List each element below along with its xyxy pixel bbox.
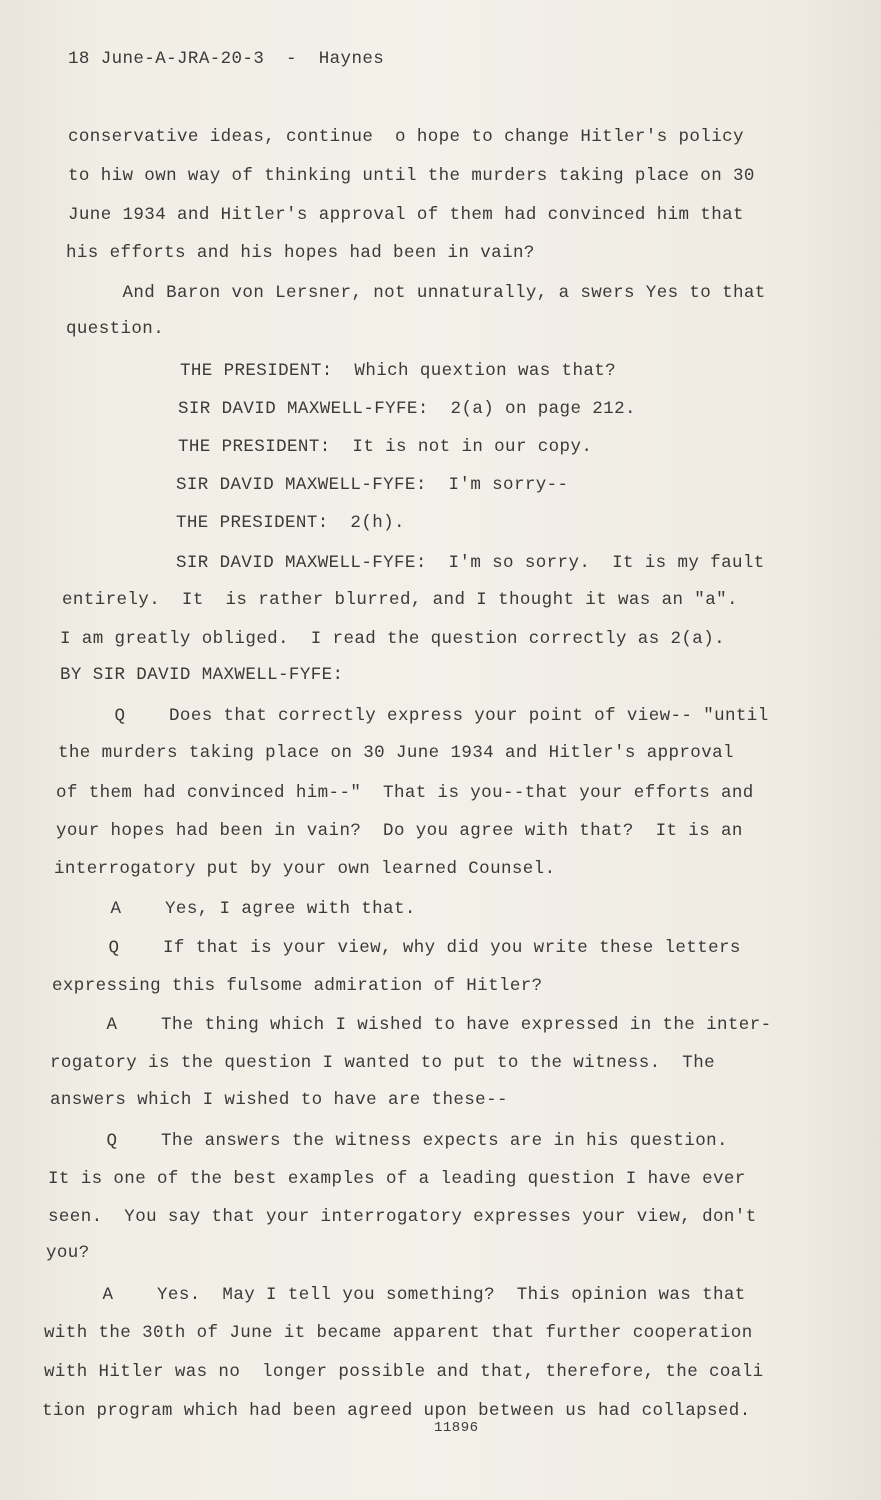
text-line: your hopes had been in vain? Do you agree with that? It is an — [56, 821, 743, 841]
text-line: interrogatory put by your own learned Counsel. — [54, 859, 556, 879]
text-line: It is one of the best examples of a leading question I have ever — [48, 1169, 746, 1189]
page-number: 11896 — [434, 1420, 479, 1436]
text-line: Q Does that correctly express your point of view-- "until — [60, 706, 769, 726]
text-line: to hiw own way of thinking until the murders taking place on 30 — [68, 166, 755, 186]
text-line: the murders taking place on 30 June 1934 and Hitler's approval — [58, 743, 734, 763]
dialogue-line: THE PRESIDENT: It is not in our copy. — [178, 437, 593, 457]
page-header: 18 June-A-JRA-20-3 - Haynes — [68, 49, 385, 69]
text-line: June 1934 and Hitler's approval of them had convinced him that — [68, 205, 744, 225]
text-line: conservative ideas, continue o hope to change Hitler's policy — [68, 127, 744, 147]
text-line: A Yes. May I tell you something? This opinion was that — [48, 1285, 746, 1305]
text-line: entirely. It is rather blurred, and I thought it was an "a". — [62, 590, 738, 610]
text-line: A The thing which I wished to have expressed in the inter- — [52, 1015, 772, 1035]
text-line: of them had convinced him--" That is you--that your efforts and — [56, 783, 754, 803]
text-line: tion program which had been agreed upon between us had collapsed. — [42, 1401, 751, 1421]
text-line: Q If that is your view, why did you write these letters — [54, 938, 741, 958]
dialogue-line: SIR DAVID MAXWELL-FYFE: I'm so sorry. It is my fault — [176, 553, 765, 573]
text-line: question. — [66, 319, 165, 339]
dialogue-line: SIR DAVID MAXWELL-FYFE: I'm sorry-- — [176, 475, 569, 495]
text-line: rogatory is the question I wanted to put to the witness. The — [50, 1053, 716, 1073]
dialogue-line: THE PRESIDENT: Which quextion was that? — [180, 361, 617, 381]
text-line: answers which I wished to have are these-- — [50, 1090, 508, 1110]
text-line: his efforts and his hopes had been in vain? — [66, 243, 535, 263]
text-line: expressing this fulsome admiration of Hitler? — [52, 976, 543, 996]
text-line: seen. You say that your interrogatory expresses your view, don't — [48, 1207, 757, 1227]
text-line: I am greatly obliged. I read the question correctly as 2(a). — [60, 629, 726, 649]
text-line: A Yes, I agree with that. — [56, 899, 416, 919]
text-line: BY SIR DAVID MAXWELL-FYFE: — [60, 665, 344, 685]
text-line: with Hitler was no longer possible and that, therefore, the coali — [44, 1362, 764, 1382]
text-line: And Baron von Lersner, not unnaturally, a swers Yes to that — [68, 283, 766, 303]
text-line: Q The answers the witness expects are in his question. — [52, 1131, 728, 1151]
text-line: with the 30th of June it became apparent that further cooperation — [44, 1323, 753, 1343]
dialogue-line: THE PRESIDENT: 2(h). — [176, 513, 405, 533]
dialogue-line: SIR DAVID MAXWELL-FYFE: 2(a) on page 212. — [178, 399, 636, 419]
text-line: you? — [46, 1243, 90, 1263]
